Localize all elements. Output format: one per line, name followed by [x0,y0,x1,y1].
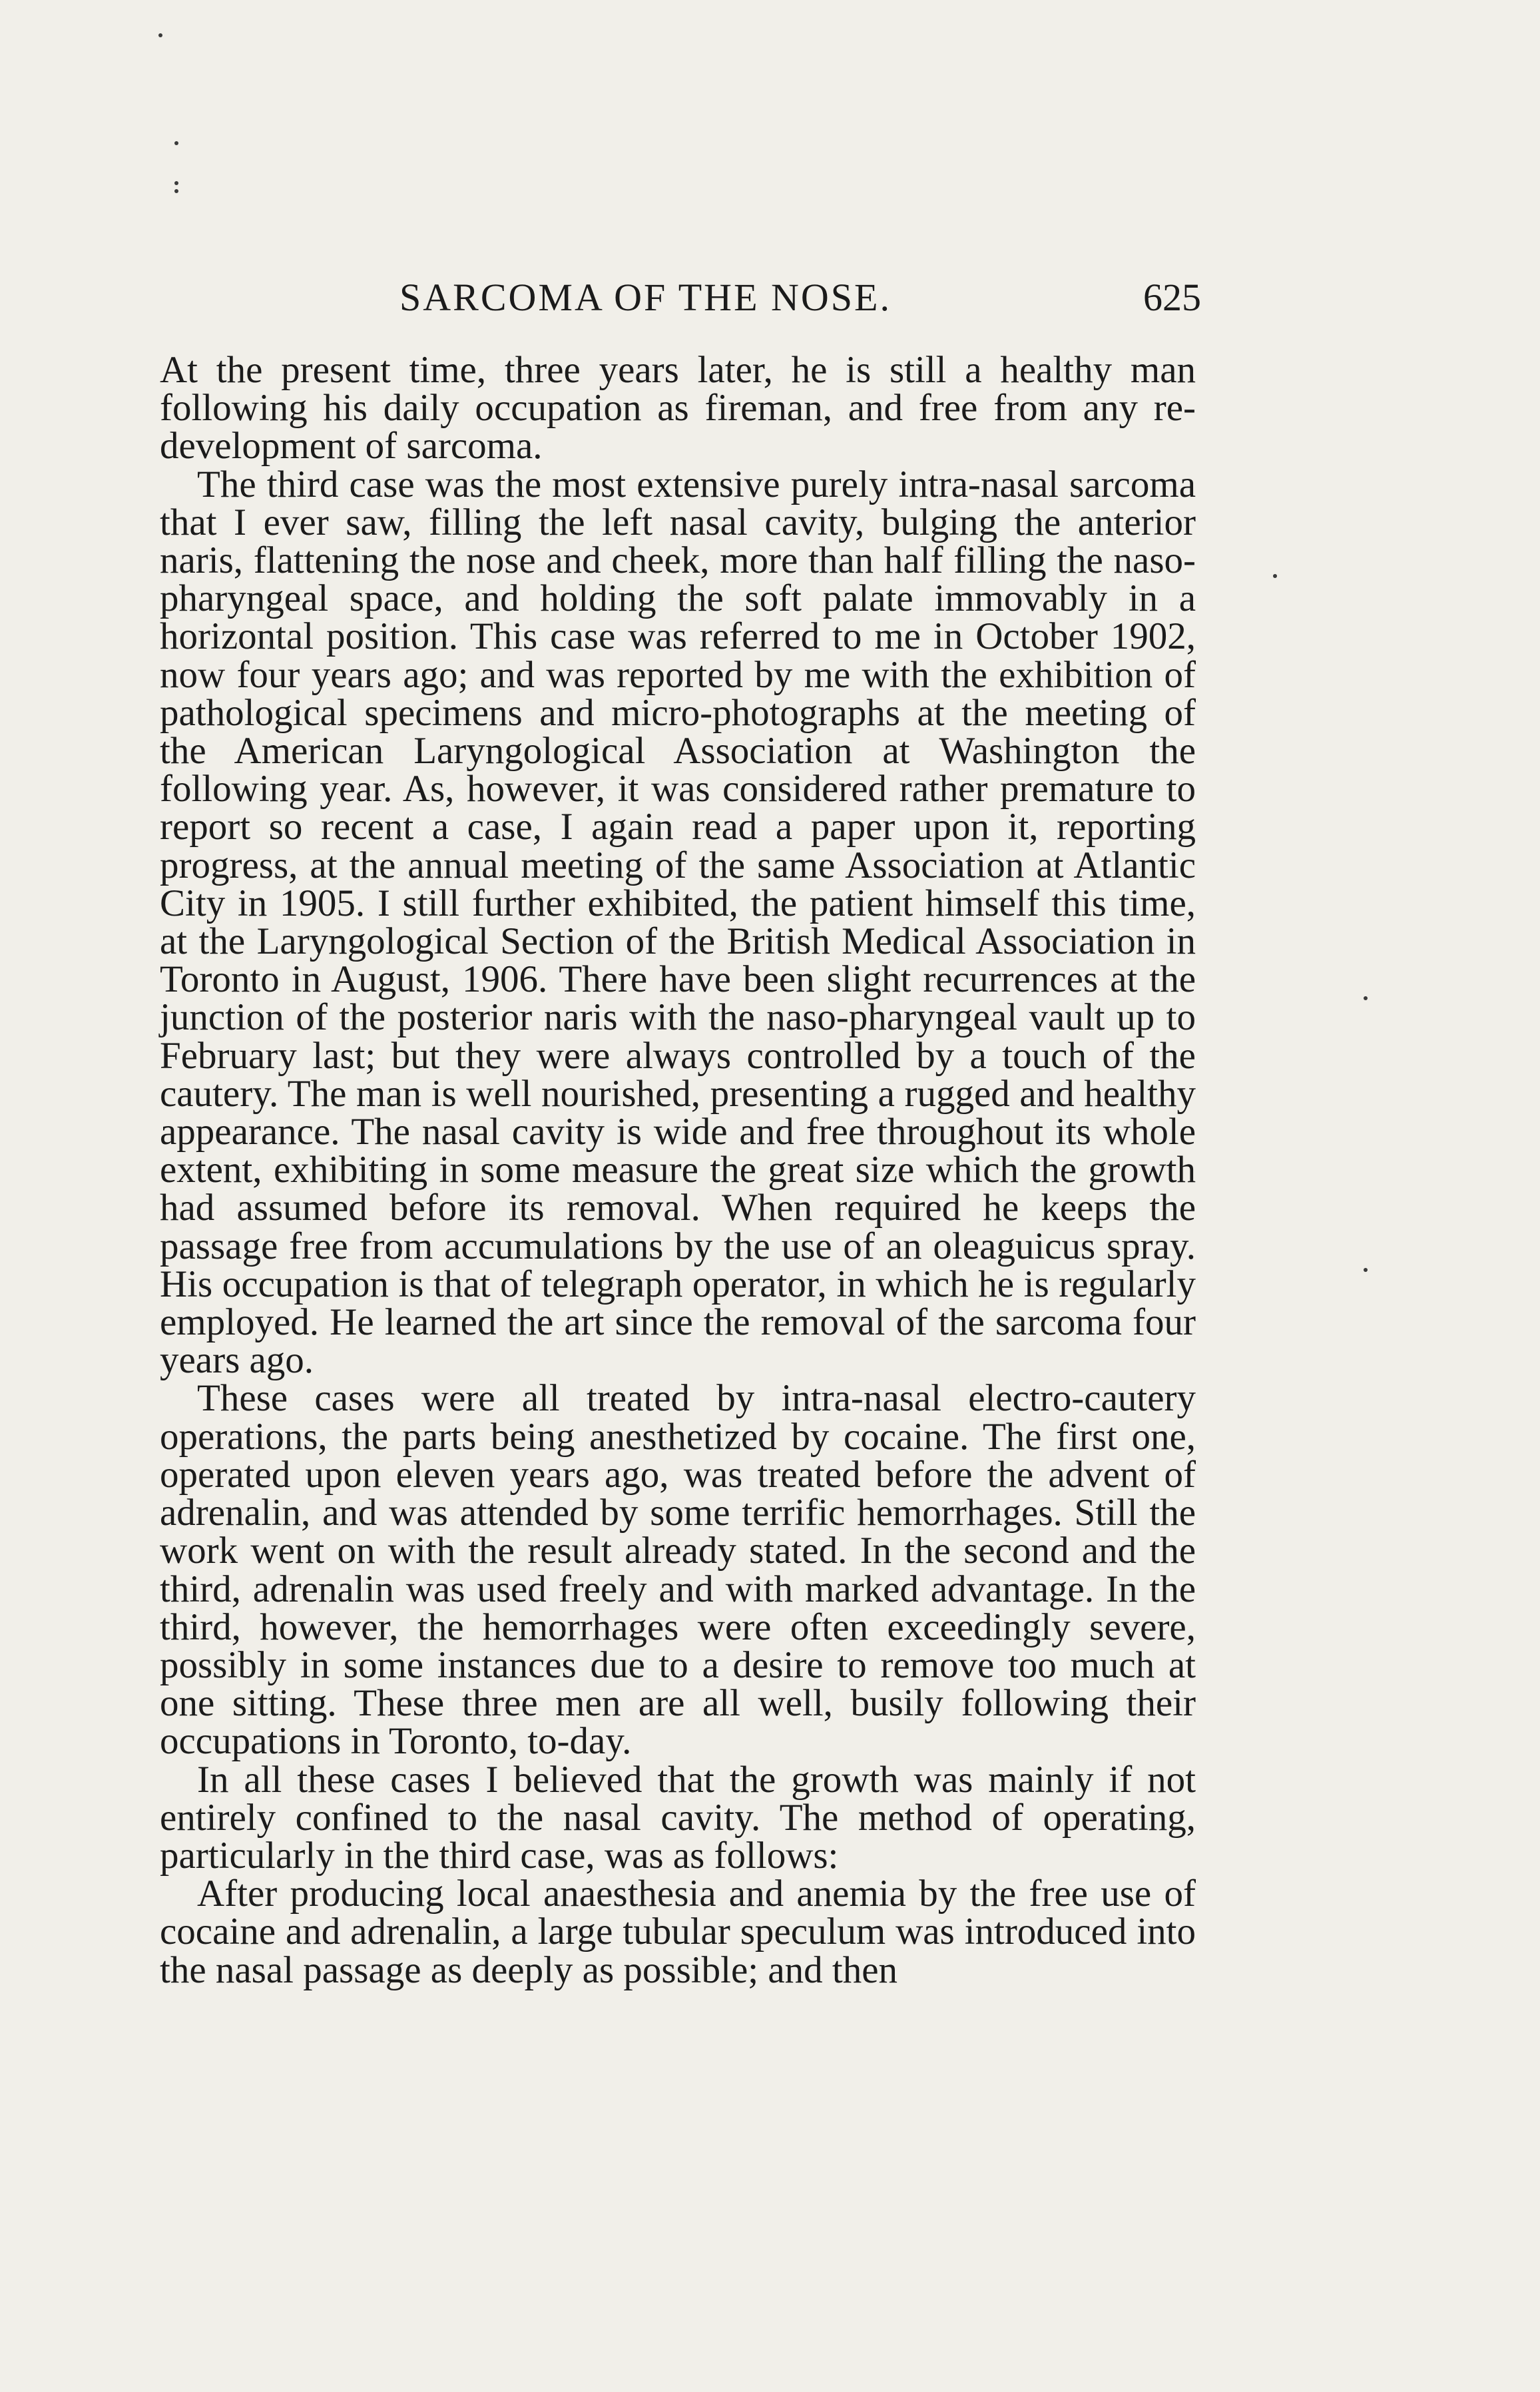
margin-speck [174,181,178,185]
margin-speck [1364,1268,1368,1272]
page-header [0,268,1540,328]
margin-speck [1364,996,1368,1000]
paragraph: After producing local anaesthesia and anemia by the free use of cocaine and adrenalin, a large tubular speculum was introduced into the nasal passage as deeply as possible; and then [160,1873,1196,1991]
body-text [160,351,1196,1989]
paragraph: These cases were all treated by intra-nasal electro-cautery operations, the parts being anesthetized by cocaine. The first one, operated upon eleven years ago, was treated before the advent of adrenalin, and was attended by some terrific hemorrhages. Still the work went on with the result already stated. In the second and the third, adrenalin was used freely and with marked advantage. In the third, however, the hemorrhages were often exceedingly severe, possibly in some instances due to a desire to remove too much at one sitting. These three men are all well, busily following their occupations in Toronto, to-day. [160,1377,1196,1763]
paragraph: In all these cases I believed that the growth was mainly if not entirely confined to the nasal cavity. The method of operating, particularly in the third case, was as follows: [160,1758,1196,1877]
paragraph: The third case was the most extensive purely intra-nasal sarcoma that I ever saw, filling the left nasal cavity, bulging the anterior naris, flattening the nose and cheek, more than half filling the naso-pharyngeal space, and holding the soft palate immovably in a horizontal position. This case was referred to me in October 1902, now four years ago; and was reported by me with the exhibition of pathological specimens and micro-photographs at the meeting of the American Laryngological Association at Washington the following year. As, however, it was considered rather premature to report so recent a case, I again read a paper upon it, reporting progress, at the annual meeting of the same Association at Atlantic City in 1905. I still further exhibited, the patient himself this time, at the Laryngological Section of the British Medical Association in Toronto in August, 1906. There have been slight recurrences at the junction of the posterior naris with the naso-pharyngeal vault up to February last; but they were always controlled by a touch of the cautery. The man is well nourished, presenting a rugged and healthy appearance. The nasal cavity is wide and free throughout its whole extent, exhibiting in some measure the great size which the growth had assumed before its removal. When required he keeps the passage free from accumulations by the use of an oleaguicus spray. His occupation is that of telegraph operator, in which he is regularly employed. He learned the art since the removal of the sarcoma four years ago. [160,463,1196,1382]
margin-speck [158,33,162,37]
margin-speck [1273,574,1277,578]
margin-speck [174,141,178,145]
running-head: SARCOMA OF THE NOSE. [399,276,892,319]
margin-speck [174,189,178,193]
page-number: 625 [1143,276,1201,319]
paragraph: At the present time, three years later, he is still a healthy man following his daily occupation as fireman, and free from any re-development of sarcoma. [160,349,1196,467]
